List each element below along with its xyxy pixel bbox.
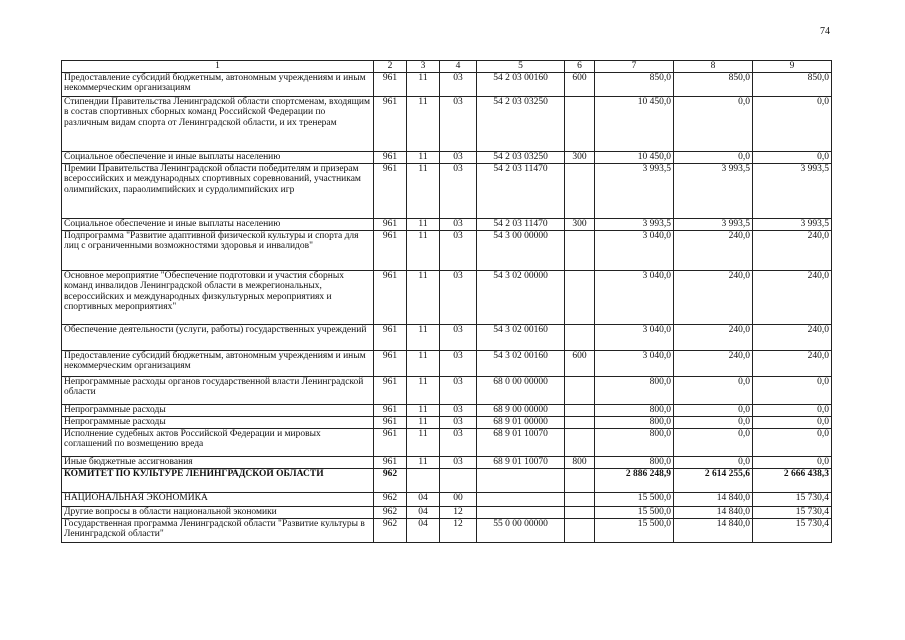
subsection-cell: 03: [440, 270, 477, 324]
table-row: [62, 350, 832, 376]
section-cell: 11: [407, 163, 440, 218]
row-name-cell: Предоставление субсидий бюджетным, автономным учреждениям и иным некоммерческим организациям: [62, 72, 374, 96]
expense-type-cell: [565, 428, 595, 456]
amount-cell: 14 840,0: [674, 518, 753, 542]
subsection-cell: 00: [440, 492, 477, 506]
amount-cell: 240,0: [753, 230, 832, 270]
amount-cell: 240,0: [753, 324, 832, 350]
section-cell: [407, 468, 440, 492]
expense-type-cell: [565, 416, 595, 428]
amount-cell: 800,0: [595, 416, 674, 428]
code-cell: 962: [374, 518, 407, 542]
column-header: 7: [595, 61, 674, 73]
section-cell: 11: [407, 404, 440, 416]
target-article-cell: [477, 506, 565, 518]
code-cell: 961: [374, 72, 407, 96]
code-cell: 961: [374, 96, 407, 151]
expense-type-cell: 600: [565, 72, 595, 96]
amount-cell: 2 666 438,3: [753, 468, 832, 492]
amount-cell: 2 886 248,9: [595, 468, 674, 492]
expense-type-cell: [565, 404, 595, 416]
expense-type-cell: [565, 270, 595, 324]
amount-cell: 0,0: [674, 416, 753, 428]
page-number: 74: [820, 26, 830, 37]
amount-cell: 0,0: [674, 376, 753, 404]
expense-type-cell: [565, 324, 595, 350]
row-name-cell: Премии Правительства Ленинградской области победителям и призерам всероссийских и международных спортивных соревнований, участникам олимпийских, параолимпийских и сурдолимпийских игр: [62, 163, 374, 218]
row-name-cell: Государственная программа Ленинградской области "Развитие культуры в Ленинградской области": [62, 518, 374, 542]
table-row: [62, 163, 832, 218]
amount-cell: 2 614 255,6: [674, 468, 753, 492]
amount-cell: 14 840,0: [674, 506, 753, 518]
column-header: 5: [477, 61, 565, 73]
row-name-cell: Другие вопросы в области национальной экономики: [62, 506, 374, 518]
table-row: [62, 96, 832, 151]
target-article-cell: 54 3 02 00160: [477, 350, 565, 376]
code-cell: 961: [374, 324, 407, 350]
column-header: 6: [565, 61, 595, 73]
amount-cell: 3 993,5: [595, 163, 674, 218]
amount-cell: 240,0: [674, 350, 753, 376]
subsection-cell: 03: [440, 350, 477, 376]
table-row: [62, 506, 832, 518]
row-name-cell: Обеспечение деятельности (услуги, работы) государственных учреждений: [62, 324, 374, 350]
amount-cell: 3 993,5: [595, 218, 674, 230]
target-article-cell: 54 2 03 11470: [477, 218, 565, 230]
amount-cell: 0,0: [753, 96, 832, 151]
subsection-cell: 03: [440, 218, 477, 230]
target-article-cell: 54 2 03 00160: [477, 72, 565, 96]
amount-cell: 0,0: [753, 151, 832, 163]
subsection-cell: 03: [440, 428, 477, 456]
table-row: [62, 404, 832, 416]
expense-type-cell: [565, 492, 595, 506]
amount-cell: 850,0: [753, 72, 832, 96]
table-row: [62, 72, 832, 96]
row-name-cell: Непрограммные расходы: [62, 416, 374, 428]
target-article-cell: 54 3 00 00000: [477, 230, 565, 270]
code-cell: 961: [374, 270, 407, 324]
code-cell: 961: [374, 416, 407, 428]
code-cell: 961: [374, 163, 407, 218]
amount-cell: 0,0: [753, 404, 832, 416]
code-cell: 961: [374, 218, 407, 230]
table-row: [62, 416, 832, 428]
target-article-cell: 55 0 00 00000: [477, 518, 565, 542]
amount-cell: 850,0: [595, 72, 674, 96]
column-header: 1: [62, 61, 374, 73]
target-article-cell: 68 9 01 10070: [477, 456, 565, 468]
target-article-cell: 68 0 00 00000: [477, 376, 565, 404]
column-header: 4: [440, 61, 477, 73]
amount-cell: 0,0: [674, 456, 753, 468]
subsection-cell: 03: [440, 376, 477, 404]
code-cell: 961: [374, 428, 407, 456]
expense-type-cell: [565, 468, 595, 492]
amount-cell: 3 040,0: [595, 230, 674, 270]
expense-type-cell: [565, 506, 595, 518]
amount-cell: 800,0: [595, 376, 674, 404]
expense-type-cell: [565, 376, 595, 404]
column-header: 3: [407, 61, 440, 73]
target-article-cell: 54 2 03 03250: [477, 96, 565, 151]
code-cell: 962: [374, 506, 407, 518]
amount-cell: 0,0: [674, 96, 753, 151]
column-header: 8: [674, 61, 753, 73]
amount-cell: 240,0: [753, 270, 832, 324]
table-row: [62, 518, 832, 542]
amount-cell: 0,0: [753, 376, 832, 404]
amount-cell: 800,0: [595, 456, 674, 468]
expense-type-cell: 300: [565, 218, 595, 230]
amount-cell: 3 993,5: [753, 163, 832, 218]
subsection-cell: 03: [440, 416, 477, 428]
section-cell: 11: [407, 350, 440, 376]
row-name-cell: Предоставление субсидий бюджетным, автономным учреждениям и иным некоммерческим организациям: [62, 350, 374, 376]
row-name-cell: Непрограммные расходы органов государственной власти Ленинградской области: [62, 376, 374, 404]
section-cell: 11: [407, 456, 440, 468]
amount-cell: 15 500,0: [595, 518, 674, 542]
table-row: [62, 270, 832, 324]
code-cell: 961: [374, 350, 407, 376]
section-cell: 11: [407, 428, 440, 456]
amount-cell: 3 993,5: [753, 218, 832, 230]
amount-cell: 240,0: [674, 230, 753, 270]
expense-type-cell: [565, 230, 595, 270]
subsection-cell: 03: [440, 96, 477, 151]
row-name-cell: Подпрограмма "Развитие адаптивной физической культуры и спорта для лиц с ограниченными возможностями здоровья и инвалидов": [62, 230, 374, 270]
expense-type-cell: [565, 518, 595, 542]
code-cell: 961: [374, 456, 407, 468]
code-cell: 961: [374, 376, 407, 404]
table-row: [62, 151, 832, 163]
amount-cell: 0,0: [674, 404, 753, 416]
subsection-cell: [440, 468, 477, 492]
expense-type-cell: 300: [565, 151, 595, 163]
subsection-cell: 03: [440, 404, 477, 416]
code-cell: 961: [374, 404, 407, 416]
section-cell: 11: [407, 96, 440, 151]
row-name-cell: Стипендии Правительства Ленинградской области спортсменам, входящим в состав спортивных сборных команд Российской Федерации по различным видам спорта от Ленинградской области, и их тренерам: [62, 96, 374, 151]
row-name-cell: Социальное обеспечение и иные выплаты населению: [62, 151, 374, 163]
expense-type-cell: 600: [565, 350, 595, 376]
section-cell: 11: [407, 416, 440, 428]
amount-cell: 800,0: [595, 428, 674, 456]
amount-cell: 240,0: [674, 324, 753, 350]
section-cell: 04: [407, 518, 440, 542]
target-article-cell: 54 2 03 11470: [477, 163, 565, 218]
amount-cell: 3 993,5: [674, 163, 753, 218]
subsection-cell: 03: [440, 72, 477, 96]
subsection-cell: 03: [440, 151, 477, 163]
amount-cell: 14 840,0: [674, 492, 753, 506]
code-cell: 961: [374, 151, 407, 163]
target-article-cell: 68 9 01 00000: [477, 416, 565, 428]
target-article-cell: 54 3 02 00000: [477, 270, 565, 324]
amount-cell: 800,0: [595, 404, 674, 416]
code-cell: 962: [374, 468, 407, 492]
column-header: 2: [374, 61, 407, 73]
table-row: [62, 324, 832, 350]
amount-cell: 10 450,0: [595, 151, 674, 163]
table-header-row: [62, 61, 832, 73]
section-cell: 11: [407, 324, 440, 350]
code-cell: 962: [374, 492, 407, 506]
row-name-cell: Основное мероприятие "Обеспечение подготовки и участия сборных команд инвалидов Ленинградской области в межрегиональных, всероссийских и международных физкультурных мероприятиях и спортивных мероприятиях": [62, 270, 374, 324]
table-row: [62, 376, 832, 404]
subsection-cell: 03: [440, 230, 477, 270]
table-row: [62, 218, 832, 230]
amount-cell: 15 500,0: [595, 506, 674, 518]
budget-table: [61, 60, 832, 543]
section-cell: 04: [407, 492, 440, 506]
amount-cell: 3 993,5: [674, 218, 753, 230]
amount-cell: 0,0: [753, 416, 832, 428]
subsection-cell: 03: [440, 456, 477, 468]
section-cell: 04: [407, 506, 440, 518]
amount-cell: 240,0: [674, 270, 753, 324]
expense-type-cell: 800: [565, 456, 595, 468]
amount-cell: 0,0: [753, 428, 832, 456]
amount-cell: 0,0: [674, 151, 753, 163]
section-cell: 11: [407, 218, 440, 230]
row-name-cell: Социальное обеспечение и иные выплаты населению: [62, 218, 374, 230]
target-article-cell: 54 2 03 03250: [477, 151, 565, 163]
row-name-cell: НАЦИОНАЛЬНАЯ ЭКОНОМИКА: [62, 492, 374, 506]
table-row: [62, 456, 832, 468]
target-article-cell: 54 3 02 00160: [477, 324, 565, 350]
row-name-cell: Непрограммные расходы: [62, 404, 374, 416]
section-cell: 11: [407, 230, 440, 270]
row-name-cell: КОМИТЕТ ПО КУЛЬТУРЕ ЛЕНИНГРАДСКОЙ ОБЛАСТИ: [62, 468, 374, 492]
amount-cell: 15 730,4: [753, 506, 832, 518]
amount-cell: 15 500,0: [595, 492, 674, 506]
section-cell: 11: [407, 72, 440, 96]
section-cell: 11: [407, 270, 440, 324]
amount-cell: 3 040,0: [595, 324, 674, 350]
amount-cell: 0,0: [753, 456, 832, 468]
amount-cell: 15 730,4: [753, 518, 832, 542]
section-cell: 11: [407, 151, 440, 163]
amount-cell: 15 730,4: [753, 492, 832, 506]
amount-cell: 3 040,0: [595, 270, 674, 324]
row-name-cell: Иные бюджетные ассигнования: [62, 456, 374, 468]
subsection-cell: 03: [440, 324, 477, 350]
table-row: [62, 230, 832, 270]
column-header: 9: [753, 61, 832, 73]
table-row: [62, 468, 832, 492]
table-row: [62, 428, 832, 456]
expense-type-cell: [565, 163, 595, 218]
table-row: [62, 492, 832, 506]
amount-cell: 3 040,0: [595, 350, 674, 376]
subsection-cell: 12: [440, 518, 477, 542]
subsection-cell: 12: [440, 506, 477, 518]
row-name-cell: Исполнение судебных актов Российской Федерации и мировых соглашений по возмещению вреда: [62, 428, 374, 456]
target-article-cell: [477, 468, 565, 492]
expense-type-cell: [565, 96, 595, 151]
target-article-cell: 68 9 01 10070: [477, 428, 565, 456]
amount-cell: 10 450,0: [595, 96, 674, 151]
subsection-cell: 03: [440, 163, 477, 218]
target-article-cell: [477, 492, 565, 506]
amount-cell: 0,0: [674, 428, 753, 456]
amount-cell: 240,0: [753, 350, 832, 376]
target-article-cell: 68 9 00 00000: [477, 404, 565, 416]
amount-cell: 850,0: [674, 72, 753, 96]
code-cell: 961: [374, 230, 407, 270]
section-cell: 11: [407, 376, 440, 404]
